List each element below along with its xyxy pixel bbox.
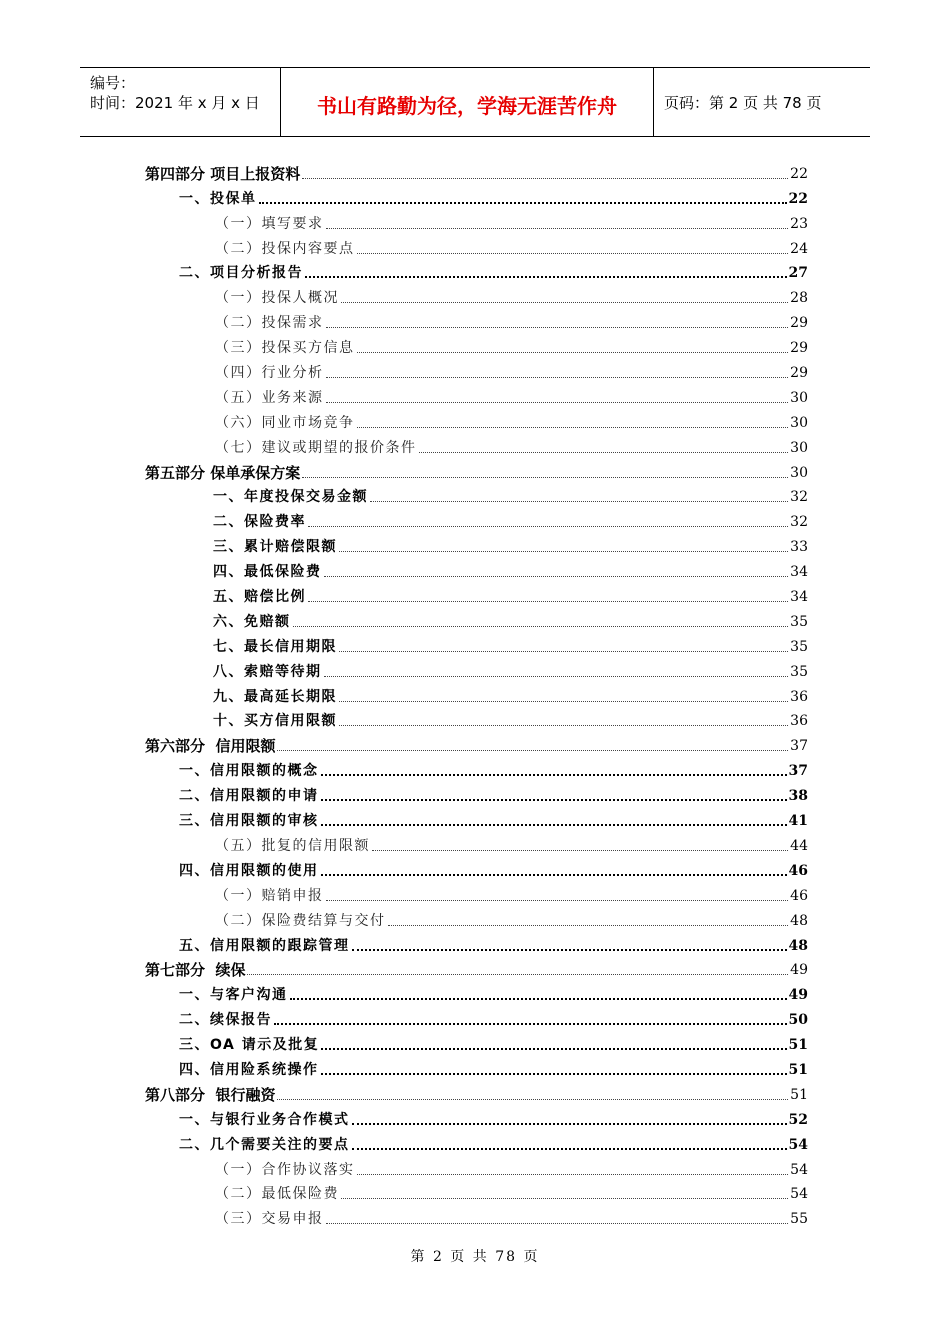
toc-entry-title: 一、与客户沟通 — [179, 987, 288, 1004]
toc-entry-title: 六、免赔额 — [213, 613, 291, 630]
toc-entry-page: 30 — [790, 414, 808, 431]
toc-dot-leader — [302, 476, 788, 478]
toc-entry-page: 49 — [788, 987, 808, 1004]
toc-entry-page: 48 — [790, 912, 808, 929]
toc-entry[interactable] — [145, 382, 808, 407]
toc-dot-leader — [326, 401, 789, 403]
toc-entry[interactable] — [145, 706, 808, 731]
toc-dot-leader — [339, 700, 788, 702]
toc-dot-leader — [277, 1098, 788, 1100]
toc-dot-leader — [357, 351, 789, 353]
toc-entry-page: 48 — [788, 937, 808, 954]
toc-entry[interactable] — [145, 1104, 808, 1129]
toc-dot-leader — [324, 575, 789, 577]
toc-entry-page: 30 — [790, 439, 808, 456]
toc-entry[interactable] — [145, 233, 808, 258]
toc-entry-page: 37 — [788, 763, 808, 780]
toc-dot-leader — [352, 948, 787, 951]
toc-entry-title: 一、投保单 — [179, 190, 257, 207]
table-of-contents — [145, 158, 808, 1228]
toc-entry[interactable] — [145, 1004, 808, 1029]
toc-entry-title: 一、与银行业务合作模式 — [179, 1111, 350, 1128]
toc-dot-leader — [419, 451, 789, 453]
page-footer: 第 2 页 共 78 页 — [410, 1249, 540, 1265]
toc-entry[interactable] — [145, 930, 808, 955]
toc-entry-title: （一）投保人概况 — [215, 290, 339, 307]
toc-entry[interactable] — [145, 183, 808, 208]
toc-entry-title: 十、买方信用限额 — [213, 713, 337, 730]
toc-entry-title: 二、保险费率 — [213, 514, 306, 531]
toc-entry[interactable] — [145, 332, 808, 357]
toc-entry-page: 22 — [788, 190, 808, 207]
toc-entry[interactable] — [145, 1029, 808, 1054]
toc-entry-page: 46 — [788, 862, 808, 879]
toc-entry[interactable] — [145, 208, 808, 233]
toc-entry-title: 第七部分 续保 — [145, 961, 246, 980]
toc-entry[interactable] — [145, 656, 808, 681]
toc-entry-page: 35 — [790, 638, 808, 655]
toc-entry[interactable] — [145, 730, 808, 755]
toc-entry-page: 29 — [790, 340, 808, 357]
toc-entry-page: 38 — [788, 788, 808, 805]
toc-entry-page: 55 — [790, 1211, 808, 1228]
toc-dot-leader — [293, 625, 789, 627]
toc-dot-leader — [308, 525, 788, 527]
toc-dot-leader — [321, 1047, 786, 1050]
toc-entry-page: 29 — [790, 315, 808, 332]
toc-entry-title: （二）投保需求 — [215, 315, 324, 332]
toc-dot-leader — [370, 500, 788, 502]
toc-dot-leader — [321, 773, 787, 776]
toc-entry[interactable] — [145, 581, 808, 606]
toc-entry[interactable] — [145, 1129, 808, 1154]
toc-entry[interactable] — [145, 407, 808, 432]
toc-entry[interactable] — [145, 357, 808, 382]
toc-dot-leader — [339, 550, 788, 552]
toc-entry-title: （五）业务来源 — [215, 389, 324, 406]
toc-dot-leader — [274, 1022, 787, 1025]
header-page-info: 页码：第 2 页 共 78 页 — [664, 94, 822, 112]
toc-entry-title: （二）保险费结算与交付 — [215, 912, 386, 929]
toc-dot-leader — [372, 849, 788, 851]
toc-entry[interactable] — [145, 432, 808, 457]
toc-entry-page: 41 — [788, 813, 808, 830]
toc-entry-title: 一、年度投保交易金额 — [213, 489, 368, 506]
header-meta — [80, 68, 280, 136]
toc-entry-page: 51 — [788, 1037, 808, 1054]
toc-entry[interactable] — [145, 631, 808, 656]
toc-entry-page: 23 — [790, 215, 808, 232]
toc-entry-title: 四、信用限额的使用 — [179, 862, 319, 879]
toc-entry-page: 27 — [788, 265, 808, 282]
toc-entry-title: 八、索赔等待期 — [213, 663, 322, 680]
toc-entry[interactable] — [145, 1154, 808, 1179]
motto: 书山有路勤为径，学海无涯苦作舟 — [317, 94, 617, 118]
toc-dot-leader — [339, 650, 788, 652]
toc-dot-leader — [302, 177, 788, 179]
toc-entry-page: 35 — [790, 613, 808, 630]
toc-entry[interactable] — [145, 780, 808, 805]
toc-entry-page: 24 — [790, 240, 808, 257]
toc-entry-title: 二、几个需要关注的要点 — [179, 1136, 350, 1153]
toc-entry[interactable] — [145, 506, 808, 531]
toc-entry[interactable] — [145, 482, 808, 507]
toc-entry[interactable] — [145, 830, 808, 855]
toc-dot-leader — [352, 1122, 787, 1125]
toc-entry-page: 22 — [790, 165, 808, 182]
toc-entry-page: 30 — [790, 389, 808, 406]
toc-dot-leader — [326, 899, 789, 901]
toc-dot-leader — [308, 600, 788, 602]
toc-entry-title: （七）建议或期望的报价条件 — [215, 439, 417, 456]
serial-label: 编号： — [90, 74, 136, 92]
toc-entry-page: 30 — [790, 464, 808, 481]
toc-entry-page: 49 — [790, 962, 808, 979]
toc-entry-page: 54 — [790, 1186, 808, 1203]
toc-dot-leader — [321, 873, 787, 876]
toc-entry-title: 三、信用限额的审核 — [179, 813, 319, 830]
toc-entry-title: （一）填写要求 — [215, 215, 324, 232]
toc-entry-page: 32 — [790, 489, 808, 506]
toc-dot-leader — [321, 798, 787, 801]
toc-entry-title: 第六部分 信用限额 — [145, 737, 276, 756]
toc-dot-leader — [326, 1222, 789, 1224]
toc-entry-page: 34 — [790, 564, 808, 581]
toc-entry[interactable] — [145, 979, 808, 1004]
toc-entry-page: 44 — [790, 837, 808, 854]
toc-dot-leader — [321, 1072, 787, 1075]
toc-entry-page: 33 — [790, 539, 808, 556]
toc-entry[interactable] — [145, 457, 808, 482]
toc-entry[interactable] — [145, 531, 808, 556]
toc-dot-leader — [247, 973, 788, 975]
toc-entry-page: 29 — [790, 365, 808, 382]
toc-entry-title: （三）交易申报 — [215, 1211, 324, 1228]
toc-entry-title: 四、最低保险费 — [213, 564, 322, 581]
toc-entry[interactable] — [145, 556, 808, 581]
toc-entry-title: （六）同业市场竞争 — [215, 414, 355, 431]
toc-entry-page: 36 — [790, 713, 808, 730]
toc-entry-page: 51 — [790, 1086, 808, 1103]
toc-entry-page: 35 — [790, 663, 808, 680]
toc-entry-page: 34 — [790, 589, 808, 606]
toc-entry[interactable] — [145, 805, 808, 830]
toc-entry[interactable] — [145, 1203, 808, 1228]
toc-dot-leader — [321, 823, 787, 826]
toc-entry-title: （五）批复的信用限额 — [215, 837, 370, 854]
toc-entry[interactable] — [145, 307, 808, 332]
toc-entry[interactable] — [145, 1179, 808, 1204]
toc-entry-title: 七、最长信用期限 — [213, 638, 337, 655]
toc-entry-title: （一）合作协议落实 — [215, 1161, 355, 1178]
toc-dot-leader — [324, 675, 789, 677]
toc-dot-leader — [341, 1197, 788, 1199]
toc-entry-title: 二、续保报告 — [179, 1012, 272, 1029]
toc-entry-page: 50 — [788, 1012, 808, 1029]
toc-entry[interactable] — [145, 258, 808, 283]
toc-entry-title: （三）投保买方信息 — [215, 340, 355, 357]
toc-entry-page: 51 — [788, 1061, 808, 1078]
toc-dot-leader — [357, 252, 789, 254]
toc-entry[interactable] — [145, 855, 808, 880]
toc-entry-page: 46 — [790, 887, 808, 904]
toc-entry[interactable] — [145, 282, 808, 307]
toc-entry-page: 28 — [790, 290, 808, 307]
toc-entry-title: 九、最高延长期限 — [213, 688, 337, 705]
toc-dot-leader — [290, 997, 787, 1000]
toc-entry-title: 五、信用限额的跟踪管理 — [179, 937, 350, 954]
toc-entry-page: 54 — [790, 1161, 808, 1178]
toc-entry-title: （二）最低保险费 — [215, 1186, 339, 1203]
toc-entry-page: 32 — [790, 514, 808, 531]
toc-entry-title: 五、赔偿比例 — [213, 589, 306, 606]
toc-dot-leader — [357, 1173, 789, 1175]
toc-entry[interactable] — [145, 681, 808, 706]
toc-entry-page: 52 — [788, 1111, 808, 1128]
toc-entry-title: 四、信用险系统操作 — [179, 1061, 319, 1078]
toc-entry-title: 一、信用限额的概念 — [179, 763, 319, 780]
toc-dot-leader — [259, 201, 787, 204]
toc-dot-leader — [326, 376, 789, 378]
toc-dot-leader — [339, 724, 788, 726]
toc-entry-title: 第四部分 项目上报资料 — [145, 164, 301, 183]
toc-entry[interactable] — [145, 905, 808, 930]
date-line: 时间：2021 年 x 月 x 日 — [90, 94, 260, 112]
toc-dot-leader — [357, 426, 789, 428]
toc-dot-leader — [388, 924, 789, 926]
toc-entry-title: 二、信用限额的申请 — [179, 788, 319, 805]
toc-entry-title: 三、OA 请示及批复 — [179, 1037, 320, 1054]
toc-entry-title: 二、项目分析报告 — [179, 265, 303, 282]
toc-dot-leader — [305, 275, 787, 278]
page-header — [80, 67, 870, 137]
toc-entry[interactable] — [145, 880, 808, 905]
toc-entry-page: 54 — [788, 1136, 808, 1153]
toc-entry-title: 三、累计赔偿限额 — [213, 539, 337, 556]
toc-entry-title: 第五部分 保单承保方案 — [145, 463, 301, 482]
toc-entry[interactable] — [145, 606, 808, 631]
toc-entry-title: （四）行业分析 — [215, 365, 324, 382]
toc-entry-title: （二）投保内容要点 — [215, 240, 355, 257]
toc-entry[interactable] — [145, 158, 808, 183]
toc-dot-leader — [326, 326, 789, 328]
toc-dot-leader — [277, 749, 788, 751]
toc-entry-title: 第八部分 银行融资 — [145, 1085, 276, 1104]
header-motto-cell — [280, 68, 654, 136]
toc-entry[interactable] — [145, 755, 808, 780]
toc-entry-page: 36 — [790, 688, 808, 705]
toc-dot-leader — [341, 301, 788, 303]
toc-entry-title: （一）赔销申报 — [215, 887, 324, 904]
toc-entry[interactable] — [145, 1054, 808, 1079]
toc-entry[interactable] — [145, 955, 808, 980]
toc-entry[interactable] — [145, 1079, 808, 1104]
toc-dot-leader — [326, 227, 789, 229]
toc-dot-leader — [352, 1147, 787, 1150]
toc-entry-page: 37 — [790, 738, 808, 755]
